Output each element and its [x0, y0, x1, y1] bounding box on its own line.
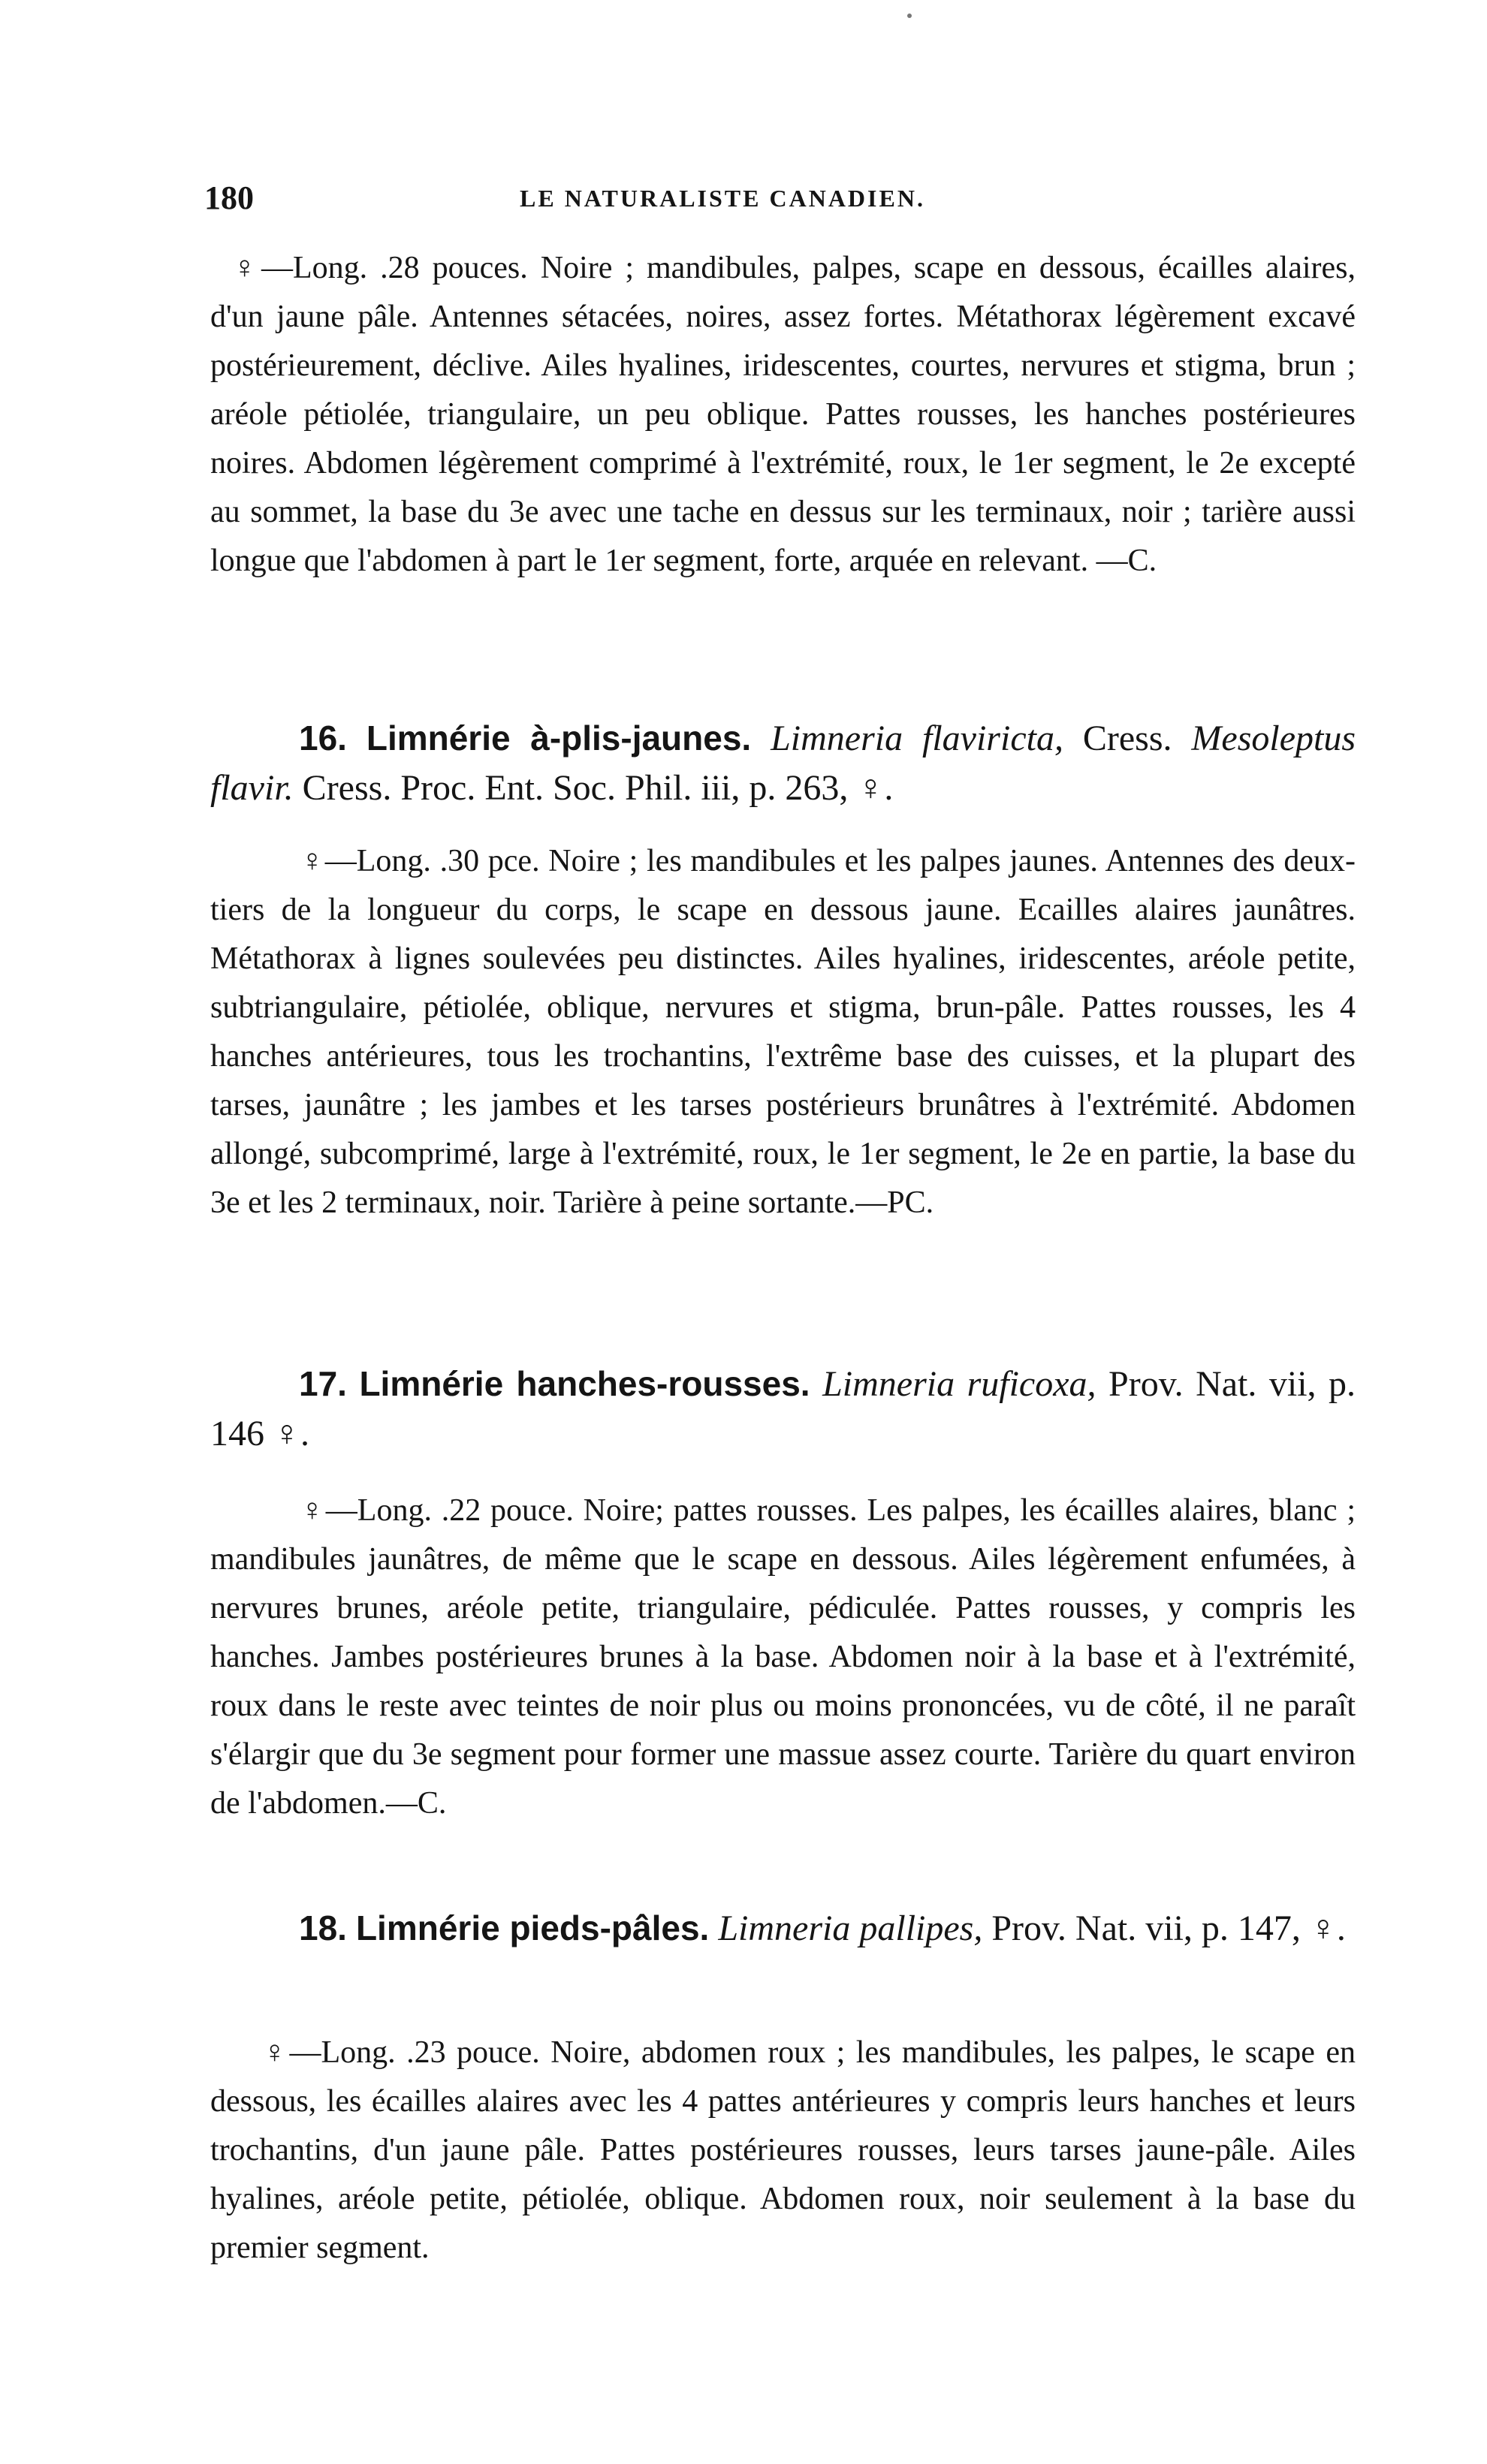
reference: Prov. Nat. vii, p. 146 ♀.: [210, 1364, 1356, 1453]
entry-number: 18.: [299, 1908, 347, 1947]
entry-heading-16: [210, 713, 1356, 813]
entry-description-17: ♀—Long. .22 pouce. Noire; pattes rousses. Les palpes, les écailles alaires, blanc ; mandibules jaunâtres, de même que le scape en dessous. Ailes légèrement enfumées, à nervures brunes, aréole petite, triangulaire, pédiculée. Pattes rousses, y compris les hanches. Jambes postérieures brunes à la base. Abdomen noir à la base et à l'extrémité, roux dans le reste avec teintes de noir plus ou moins prononcées, vu de côté, il ne paraît s'élargir que du 3e segment pour former une massue assez courte. Tarière du quart environ de l'abdomen.—C.: [210, 1493, 1356, 1821]
author: Cress.: [1082, 718, 1172, 758]
print-speck: [907, 14, 912, 18]
entry-number: 16.: [299, 718, 347, 758]
entry-description-16: ♀—Long. .30 pce. Noire ; les mandibules et les palpes jaunes. Antennes des deux-tiers de la longueur du corps, le scape en dessous jaune. Ecailles alaires jaunâtres. Métathorax à lignes soulevées peu distinctes. Ailes hyalines, iridescentes, aréole petite, subtriangulaire, pétiolée, oblique, nervures et stigma, brun-pâle. Pattes rousses, les 4 hanches antérieures, tous les trochantins, l'extrême base des cuisses, et la plupart des tarses, jaunâtre ; les jambes et les tarses postérieurs brunâtres à l'extrémité. Abdomen allongé, subcomprimé, large à l'extrémité, roux, le 1er segment, le 2e en partie, la base du 3e et les 2 terminaux, noir. Tarière à peine sortante.—PC.: [210, 844, 1356, 1220]
french-name: Limnérie pieds-pâles.: [355, 1908, 710, 1947]
page-header: [204, 179, 1361, 224]
reference: Cress. Proc. Ent. Soc. Phil. iii, p. 263, ♀.: [302, 768, 894, 808]
entry-heading-17: [210, 1359, 1356, 1459]
latin-name: Limneria flaviricta,: [771, 718, 1063, 758]
entry-number: 17.: [299, 1364, 347, 1403]
running-head: LE NATURALISTE CANADIEN.: [520, 185, 925, 212]
french-name: Limnérie hanches-rousses.: [359, 1364, 810, 1403]
synonym: Mesoleptus flavir.: [210, 718, 1356, 808]
entry-heading-18: [210, 1903, 1356, 1953]
latin-name: Limneria ruficoxa,: [822, 1364, 1096, 1404]
page-number: 180: [204, 179, 254, 216]
french-name: Limnérie à-plis-jaunes.: [366, 718, 752, 758]
latin-name: Limneria pallipes,: [718, 1908, 983, 1948]
reference: Prov. Nat. vii, p. 147, ♀.: [991, 1908, 1346, 1948]
entry-description-18: ♀—Long. .23 pouce. Noire, abdomen roux ; les mandibules, les palpes, le scape en dessous, les écailles alaires avec les 4 pattes antérieures y compris leurs hanches et leurs trochantins, d'un jaune pâle. Pattes postérieures rousses, leurs tarses jaune-pâle. Ailes hyalines, aréole petite, pétiolée, oblique. Abdomen roux, noir seulement à la base du premier segment.: [210, 2035, 1356, 2265]
paragraph-continuation: ♀—Long. .28 pouces. Noire ; mandibules, palpes, scape en dessous, écailles alaires, d'un jaune pâle. Antennes sétacées, noires, assez fortes. Métathorax légèrement excavé postérieurement, déclive. Ailes hyalines, iridescentes, courtes, nervures et stigma, brun ; aréole pétiolée, triangulaire, un peu oblique. Pattes rousses, les hanches postérieures noires. Abdomen légèrement comprimé à l'extrémité, roux, le 1er segment, le 2e excepté au sommet, la base du 3e avec une tache en dessus sur les terminaux, noir ; tarière aussi longue que l'abdomen à part le 1er segment, forte, arquée en relevant. —C.: [210, 251, 1356, 578]
